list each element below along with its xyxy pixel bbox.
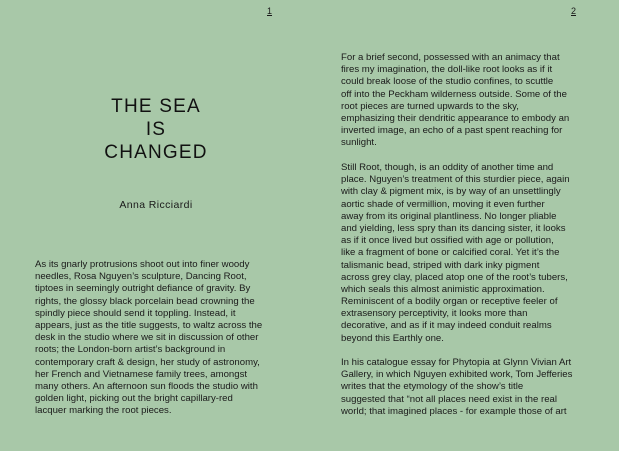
title-line: CHANGED — [104, 142, 208, 163]
text-line: rights, the glossy black porcelain bead crowning the — [35, 295, 255, 307]
text-line: across grey clay, placed atop one of the root’s tubers, — [341, 271, 568, 283]
left-paragraph — [35, 259, 262, 417]
text-line: as if it once lived but ossified with age or pollution, — [341, 235, 554, 247]
text-line: As its gnarly protrusions shoot out into finer woody — [35, 259, 250, 270]
text-line: off into the Peckham wilderness outside. Some of the — [341, 88, 567, 100]
text-line: writes that the etymology of the show’s title — [341, 381, 524, 393]
text-line: extrasensory perceptivity, it looks more than — [341, 308, 528, 320]
text-line: sunlight. — [341, 137, 377, 149]
text-line: like a fragment of bone or calcified coral. Yet it’s the — [341, 247, 560, 259]
text-line: away from its original plantliness. No longer pliable — [341, 210, 557, 222]
text-line: inverted image, an echo of a past spent reaching for — [341, 125, 563, 137]
text-line: could break loose of the studio confines, to scuttle — [341, 76, 554, 88]
text-line: with clay & pigment mix, is by way of an unsettlingly — [341, 186, 561, 198]
text-line: desk in the studio where we sit in discussion of other — [35, 332, 259, 344]
text-line: her French and Vietnamese family trees, amongst — [35, 368, 248, 380]
text-line: appears, just as the title suggests, to waltz across the — [35, 319, 263, 331]
text-line: talismanic bead, striped with dark inky pigment — [341, 259, 540, 271]
text-line: and yielding, less spry than its dancing sister, it looks — [341, 222, 566, 234]
page-number-2: 2 — [571, 6, 577, 16]
title-line: IS — [145, 119, 167, 140]
text-line: contemporary craft & design, her study of astronomy, — [35, 356, 260, 368]
text-line: Reminiscent of a bodily organ or receptive feeler of — [341, 296, 558, 308]
right-paragraph-2 — [341, 162, 570, 345]
text-line: decorative, and as if it may indeed conduit realms — [341, 320, 552, 332]
text-line: world; that imagined places - for example those of art — [341, 405, 567, 417]
text-line: many others. An afternoon sun floods the studio with — [35, 380, 258, 392]
text-line: place. Nguyen’s treatment of this sturdier piece, again — [341, 174, 570, 186]
right-paragraph-1 — [341, 52, 569, 150]
right-paragraph-3 — [341, 357, 572, 418]
text-line: Gallery, in which Nguyen exhibited work, Tom Jefferies — [341, 369, 573, 381]
text-line: lacquer marking the root pieces. — [35, 405, 172, 417]
text-line: root pieces are turned upwards to the sky, — [341, 100, 519, 112]
text-line: aortic shade of vermillion, moving it even further — [341, 198, 545, 210]
text-line: fires my imagination, the doll-like root looks as if it — [341, 64, 553, 76]
title-line: THE SEA — [111, 96, 201, 117]
text-line: In his catalogue essay for Phytopia at Glynn Vivian Art — [341, 357, 572, 368]
text-line: spindly piece should send it toppling. Instead, it — [35, 307, 236, 319]
text-line: suggested that “not all places need exist in the real — [341, 393, 557, 405]
text-line: which seals this almost animistic approximation. — [341, 283, 545, 295]
text-line: golden light, picking out the bright capillary-red — [35, 393, 233, 405]
page-title — [56, 95, 256, 164]
page-number-1: 1 — [267, 6, 273, 16]
text-line: Still Root, though, is an oddity of another time and — [341, 162, 554, 173]
text-line: roots; the London-born artist’s background in — [35, 344, 226, 356]
text-line: needles, Rosa Nguyen’s sculpture, Dancing Root, — [35, 271, 247, 283]
text-line: For a brief second, possessed with an animacy that — [341, 52, 560, 63]
text-line: tiptoes in seemingly outright defiance of gravity. By — [35, 283, 251, 295]
author-name: Anna Ricciardi — [119, 199, 193, 211]
text-line: beyond this Earthly one. — [341, 332, 444, 344]
text-line: emphasizing their dendritic appearance to embody an — [341, 112, 570, 124]
